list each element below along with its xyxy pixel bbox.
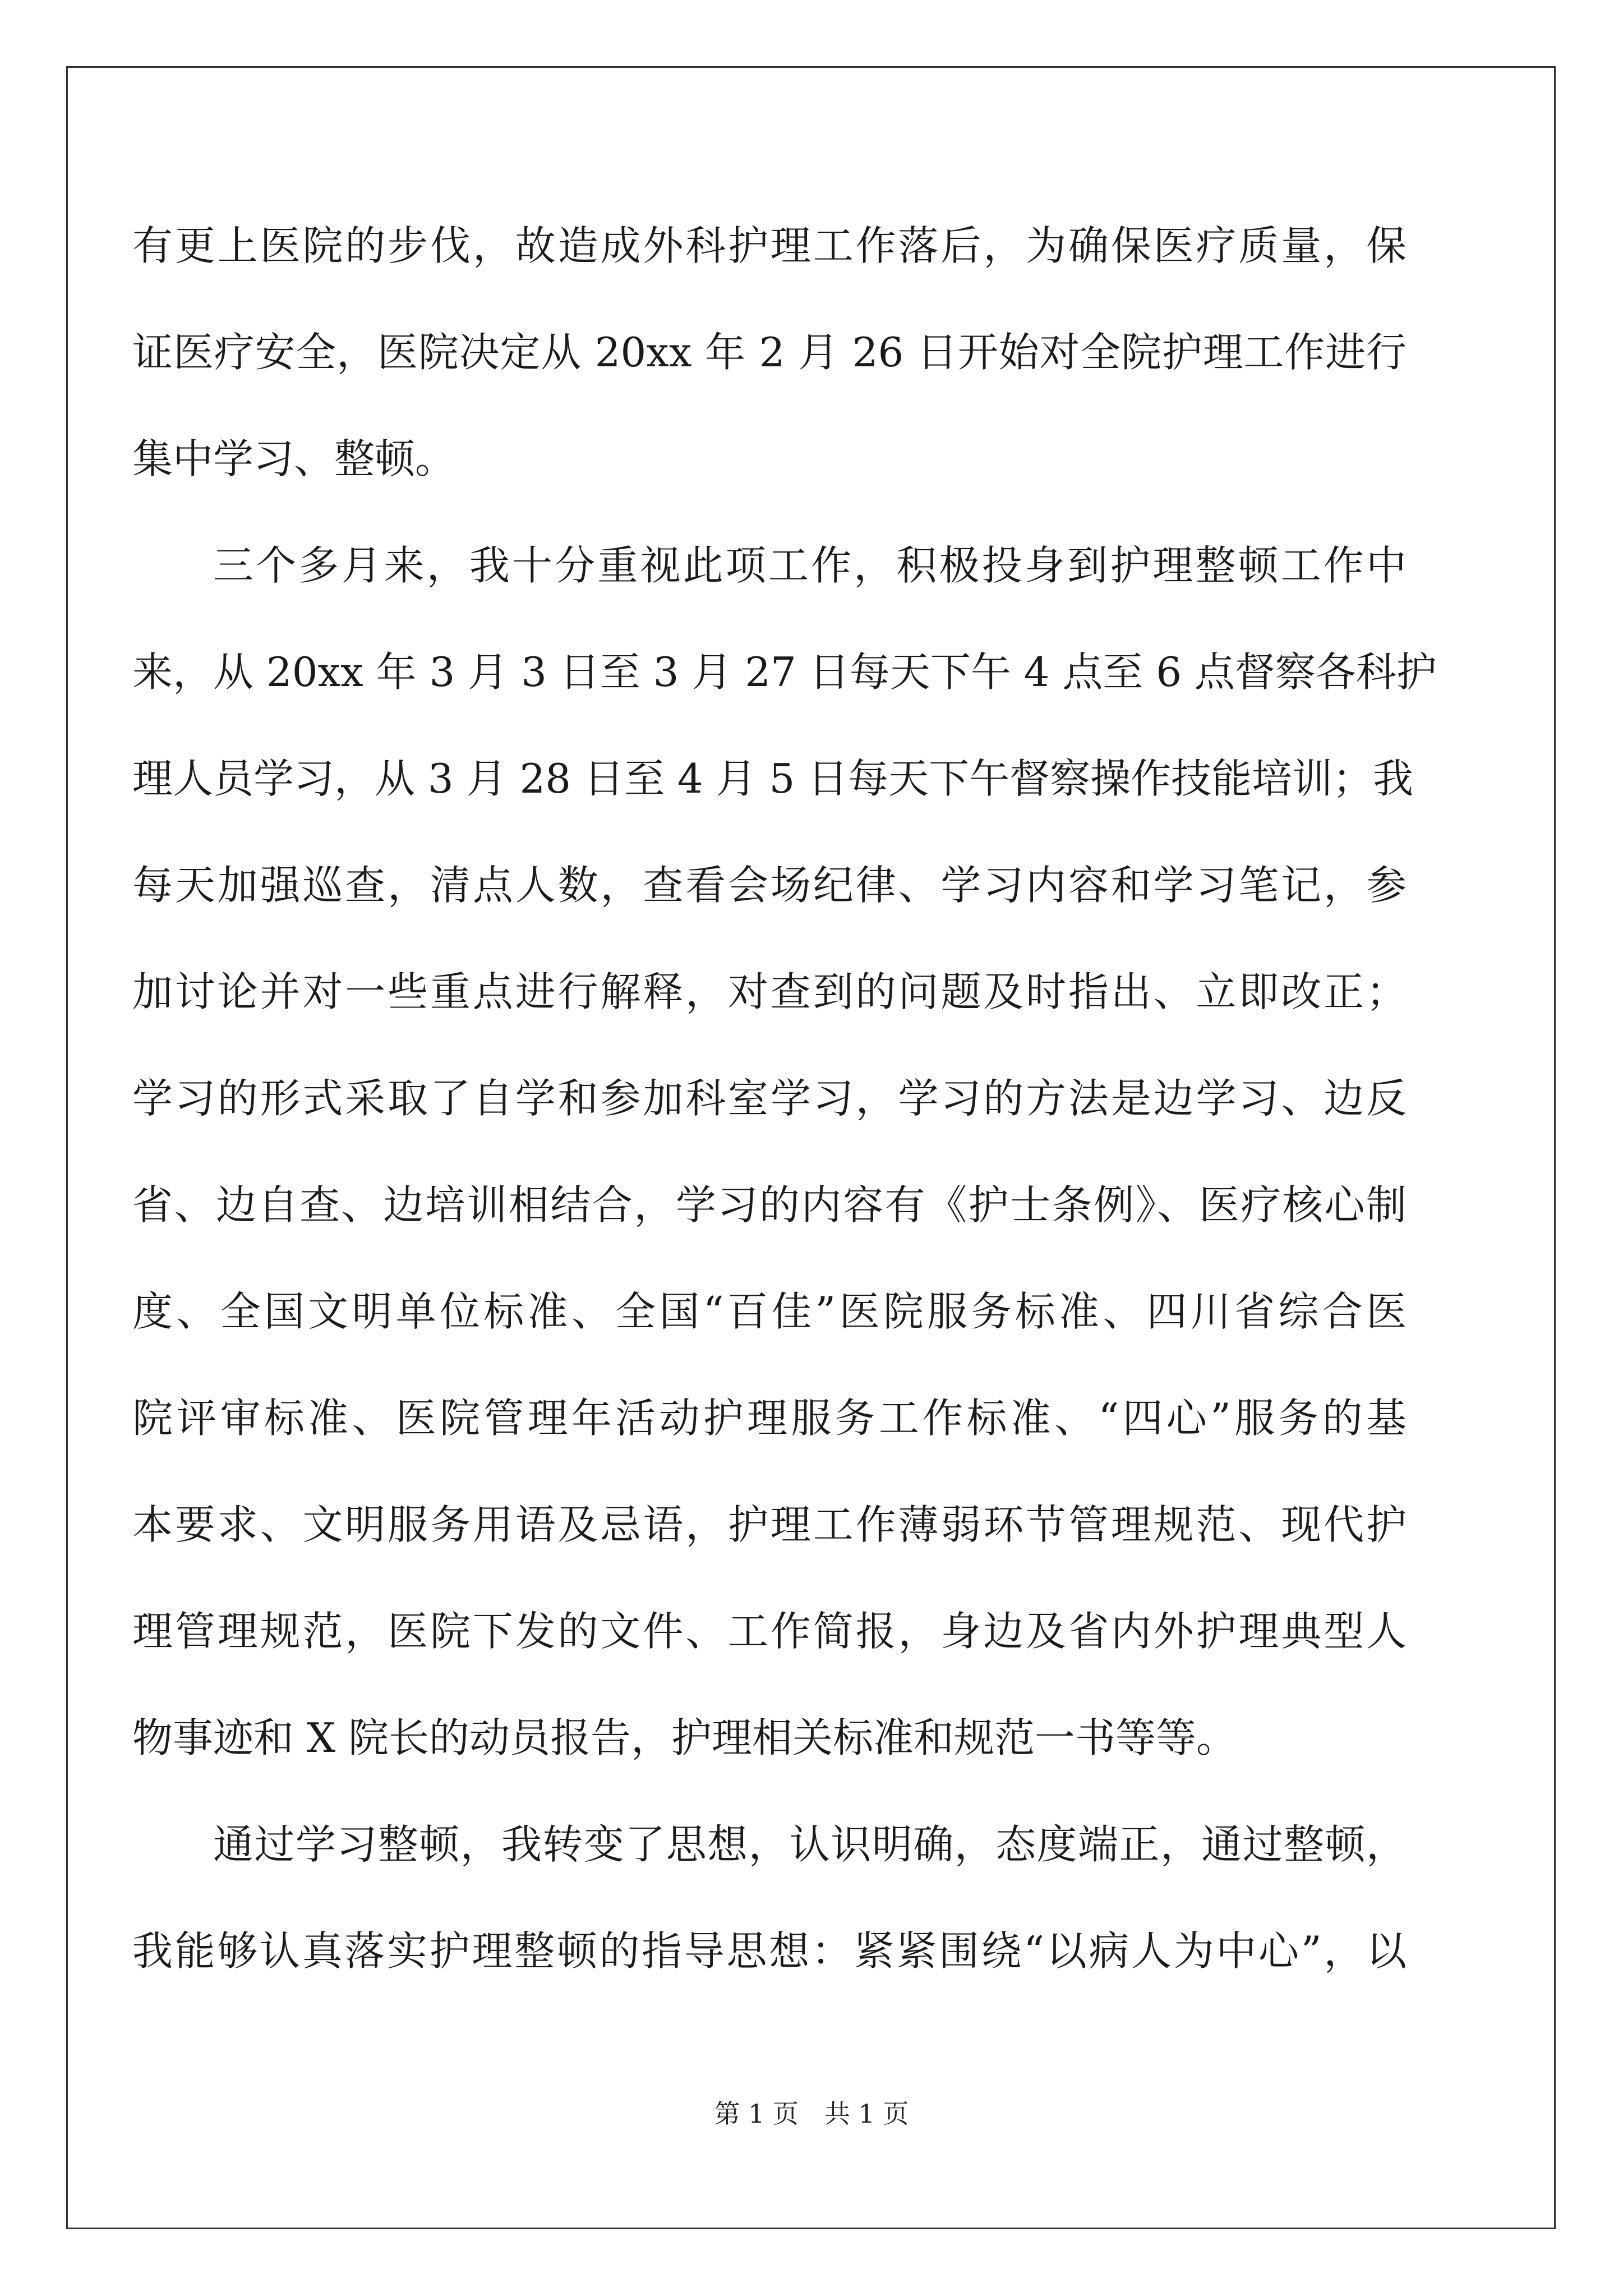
text-line: 证医疗安全，医院决定从 20xx 年 2 月 26 日开始对全院护理工作进行 (132, 329, 1407, 376)
text-line: 加讨论并对一些重点进行解释，对查到的问题及时指出、立即改正； (132, 968, 1407, 1015)
text-line: 三个多月来，我十分重视此项工作，积极投身到护理整顿工作中 (213, 542, 1407, 589)
text-line: 物事迹和 X 院长的动员报告，护理相关标准和规范一书等等。 (132, 1714, 1237, 1761)
text-line: 省、边自查、边培训相结合，学习的内容有《护士条例》、医疗核心制 (132, 1181, 1407, 1228)
text-line: 我能够认真落实护理整顿的指导思想：紧紧围绕“以病人为中心”，以 (132, 1927, 1407, 1975)
text-line: 学习的形式采取了自学和参加科室学习，学习的方法是边学习、边反 (132, 1075, 1407, 1122)
text-line: 有更上医院的步伐，故造成外科护理工作落后，为确保医疗质量，保 (132, 222, 1407, 269)
text-line: 本要求、文明服务用语及忌语，护理工作薄弱环节管理规范、现代护 (132, 1501, 1407, 1548)
text-line: 理人员学习，从 3 月 28 日至 4 月 5 日每天下午督察操作技能培训；我 (132, 755, 1414, 802)
text-line: 度、全国文明单位标准、全国“百佳”医院服务标准、四川省综合医 (132, 1288, 1407, 1335)
text-line: 通过学习整顿，我转变了思想，认识明确，态度端正，通过整顿， (213, 1821, 1407, 1868)
page-number: 第 1 页 共 1 页 (714, 2099, 909, 2129)
text-line: 院评审标准、医院管理年活动护理服务工作标准、“四心”服务的基 (132, 1395, 1407, 1442)
text-line: 来，从 20xx 年 3 月 3 日至 3 月 27 日每天下午 4 点至 6 点督察各科护 (132, 648, 1437, 696)
page-border (66, 66, 1556, 2229)
text-line: 每天加强巡查，清点人数，查看会场纪律、学习内容和学习笔记，参 (132, 862, 1407, 909)
text-line: 理管理规范，医院下发的文件、工作简报，身边及省内外护理典型人 (132, 1608, 1407, 1655)
text-line: 集中学习、整顿。 (132, 435, 456, 482)
